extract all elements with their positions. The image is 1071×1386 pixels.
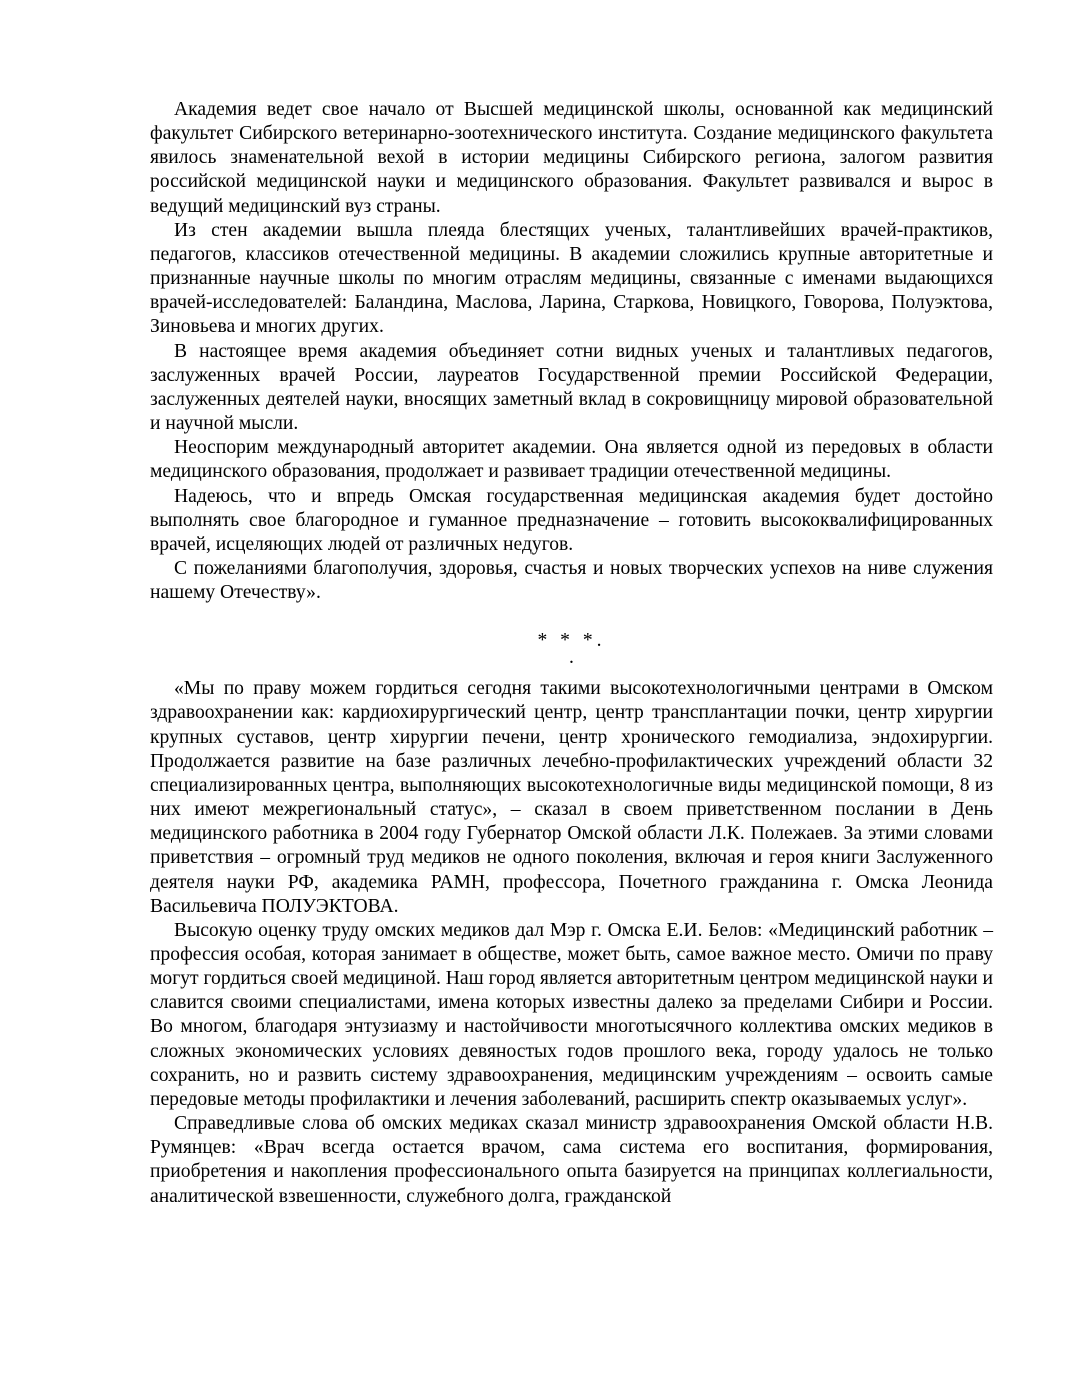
paragraph-wishes: С пожеланиями благополучия, здоровья, счастья и новых творческих успехов на ниве служения нашему Отечеству». <box>150 557 993 604</box>
section-separator: * * *. <box>537 630 606 652</box>
document-page <box>150 98 993 1209</box>
paragraph-authority: Неоспорим международный авторитет академии. Она является одной из передовых в области медицинского образования, продолжает и развивает традиции отечественной медицины. <box>150 437 993 483</box>
paragraph-hope: Надеюсь, что и впредь Омская государственная медицинская академия будет достойно выполнять свое благородное и гуманное предназначение – готовить высококвалифицированных врачей, исцеляющих людей от различных недугов. <box>150 485 993 555</box>
paragraph-minister-quote: Справедливые слова об омских медиках сказал министр здравоохранения Омской области Н.В. Румянцев: «Врач всегда остается врачом, сама система его воспитания, формирования, приобретения и накопления профессионального опыта базируется на принципах коллегиальности, аналитической взвешенности, служебного долга, гражданской <box>150 1113 993 1207</box>
paragraph-mayor-quote: Высокую оценку труду омских медиков дал Мэр г. Омска Е.И. Белов: «Медицинский работник – профессия особая, которая занимает в обществе, может быть, самое важное место. Омичи по праву могут гордиться своей медициной. Наш город является авторитетным центром медицинской науки и славится своими специалистами, имена которых известны далеко за пределами Сибири и России. Во многом, благодаря энтузиазму и настойчивости многотысячного коллектива омских медиков в сложных экономических условиях девяностых годов прошлого века, городу удалось не только сохранить, но и развить систему здравоохранения, медицинским учреждениям – освоить самые передовые методы профилактики и лечения заболеваний, расширить спектр оказываемых услуг». <box>150 919 993 1110</box>
separator-dot: . <box>569 647 574 669</box>
paragraph-scientists: Из стен академии вышла плеяда блестящих ученых, талантливейших врачей-практиков, педагогов, классиков отечественной медицины. В академии сложились крупные авторитетные и признанные научные школы по многим отраслям медицины, связанные с именами выдающихся врачей-исследователей: Баландина, Маслова, Ларина, Старкова, Новицкого, Говорова, Полуэктова, Зиновьева и многих других. <box>150 219 993 338</box>
paragraph-academy-origin: Академия ведет свое начало от Высшей медицинской школы, основанной как медицинский факультет Сибирского ветеринарно-зоотехнического института. Создание медицинского факультета явилось знаменательной вехой в истории медицины Сибирского региона, залогом развития российской медицинской науки и медицинского образования. Факультет развивался и вырос в ведущий медицинский вуз страны. <box>150 99 993 217</box>
paragraph-present-time: В настоящее время академия объединяет сотни видных ученых и талантливых педагогов, заслуженных врачей России, лауреатов Государственной премии Российской Федерации, заслуженных деятелей науки, вносящих заметный вклад в сокровищницу мировой образовательной и научной мысли. <box>150 340 993 435</box>
paragraph-governor-quote: «Мы по праву можем гордиться сегодня такими высокотехнологичными центрами в Омском здравоохранении как: кардиохирургический центр, центр трансплантации почки, центр хирургии крупных суставов, центр хирургии печени, центр хронического гемодиализа, эндохирургии. Продолжается развитие на базе различных лечебно-профилактических учреждений области 32 специализированных центра, выполняющих высокотехнологичные виды медицинской помощи, 8 из них имеют межрегиональный статус», – сказал в своем приветственном послании в День медицинского работника в 2004 году Губернатор Омской области Л.К. Полежаев. За этими словами приветствия – огромный труд медиков не одного поколения, включая и героя книги Заслуженного деятеля науки РФ, академика РАМН, профессора, Почетного гражданина г. Омска Леонида Васильевича ПОЛУЭКТОВА. <box>150 678 993 917</box>
